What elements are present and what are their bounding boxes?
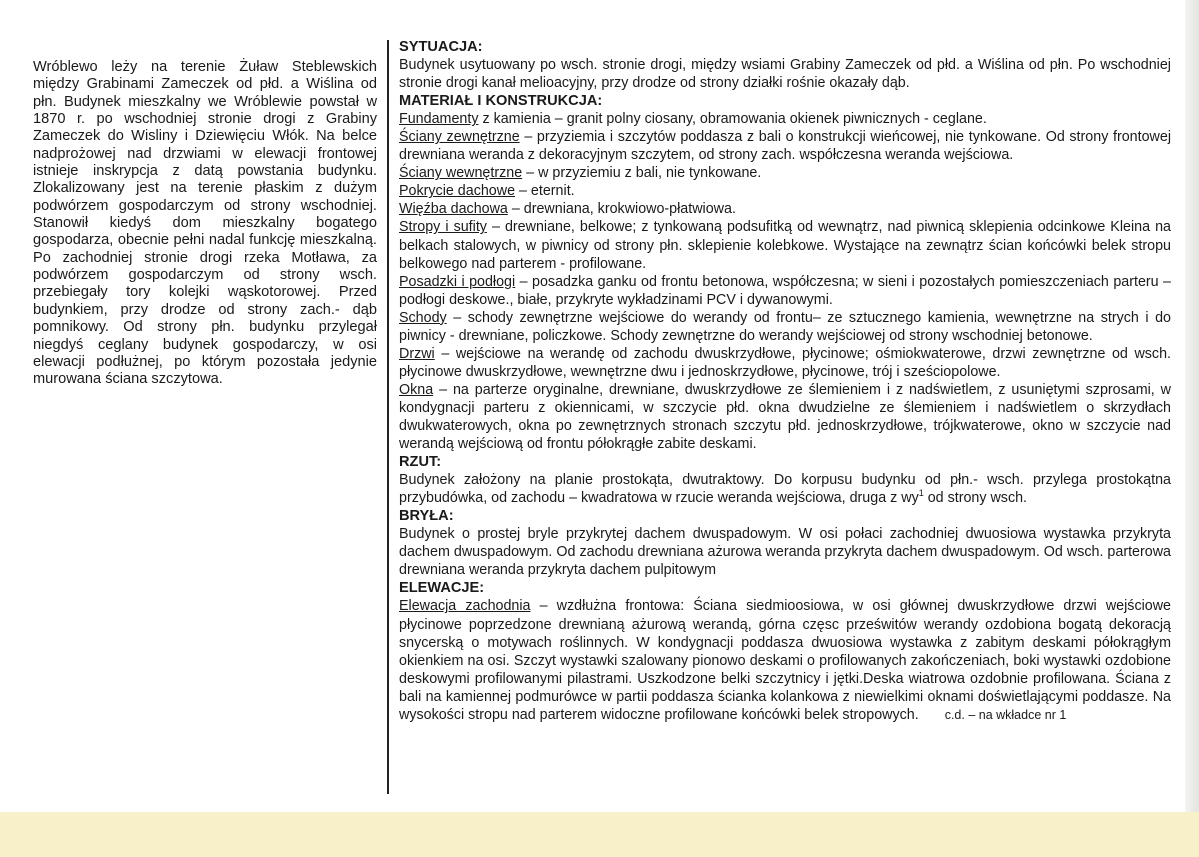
heading-rzut: RZUT: — [399, 454, 442, 471]
term-label: Więźba dachowa — [399, 201, 508, 218]
left-column-description — [33, 59, 377, 389]
term-label: Drzwi — [399, 345, 435, 362]
material-item — [399, 273, 1171, 309]
material-item — [399, 182, 1171, 200]
sytuacja-text: Budynek usytuowany po wsch. stronie drogi, między wsiami Grabiny Zameczek od płd. a Wiślina od płn. Po wschodniej stronie drogi kanał melioacyjny, przy drodze od strony działki rośnie okazały dąb. — [399, 57, 1171, 92]
term-label: Posadzki i podłogi — [399, 273, 516, 290]
term-label: Ściany zewnętrzne — [399, 129, 520, 146]
column-divider — [387, 40, 389, 794]
term-text: – drewniana, krokwiowo-płatwiowa. — [507, 201, 736, 218]
rzut-text-after: od strony wsch. — [923, 490, 1028, 507]
heading-sytuacja: SYTUACJA: — [399, 39, 483, 55]
term-text: – w przyziemiu z bali, nie tynkowane. — [522, 165, 762, 182]
term-label: Stropy i sufity — [399, 219, 487, 236]
material-item — [399, 128, 1171, 164]
term-label: Fundamenty — [399, 111, 479, 128]
continuation-note: c.d. – na wkładce nr 1 — [944, 707, 1067, 722]
term-text: – wzdłużna frontowa: Ściana siedmioosiowa, w osi głównej dwuskrzydłowe drzwi wejściowe płycinowe poprzedzone drewnianą ażurową werandą, górna częsc prześwitów werandy ozdobiona bogatą dekoracją snycerską o motywach roślinnych. W kondygnacji poddasza dwuosiowa wystawka z zabitym deskami półokrągłym okienkiem na osi. Szczyt wystawki szalowany pionowo deskami o profilowanych zakończeniach, boki wystawki ozdobione deskowymi profilowanymi pilastrami. Uszkodzone belki szczytnicy i jętki.Deska wiatrowa ozdobnie profilowana. Ściana z bali na kamiennej podmurówce w partii poddasza ściankа kolankowa z niewielkimi oknami doświetlającymi poddasze. Na wysokości stropu nad parterem widoczne profilowane końcówki belek stropowych. — [399, 598, 1171, 723]
material-item — [399, 381, 1171, 453]
material-item — [399, 200, 1171, 218]
rzut-text-before: Budynek założony na planie prostokąta, dwutraktowy. Do korpusu budynku od płn.- wsch. przylega prostokątna przybudówka, od zachodu – kwadratowa w rzucie weranda wejściowa, druga z wy — [399, 472, 1171, 507]
elewacje-text — [399, 597, 1171, 723]
bryla-text: Budynek o prostej bryle przykrytej dachem dwuspadowym. W osi połaci zachodniej dwuosiowa wystawka przykryta dachem dwuspadowym. Od zachodu drewniana ażurowa weranda przykryta dachem dwuspadowym. Od wsch. parterowa drewniana weranda przykryta dachem pulpitowym — [399, 526, 1171, 579]
term-text: z kamienia – granit polny ciosany, obramowania okienek piwnicznych - ceglane. — [478, 111, 987, 128]
right-column — [399, 38, 1171, 724]
term-text: – na parterze oryginalne, drewniane, dwuskrzydłowe ze ślemieniem i z nadświetlem, z usuniętymi szprosami, w kondygnacji parteru z okiennicami, w szczycie płd. okna dwudzielne ze ślemieniem i nadświetlem o skrzydłach dwukwaterowych, okna po zewnętrznych stronach szczytu płd. jednoskrzydłowe, trójkwaterowe, okno w szczycie nad werandą wejściową od frontu półokrągłe zabite deskami. — [399, 381, 1171, 453]
heading-material: MATERIAŁ I KONSTRUKCJA: — [399, 93, 603, 110]
page-edge — [1185, 0, 1199, 857]
material-item — [399, 110, 1171, 128]
material-item — [399, 345, 1171, 381]
term-label: Elewacja zachodnia — [399, 598, 531, 615]
rzut-text — [399, 471, 1171, 507]
material-item — [399, 309, 1171, 345]
scan-background-strip — [0, 812, 1199, 857]
term-label: Ściany wewnętrzne — [399, 165, 523, 182]
term-text: – schody zewnętrzne wejściowe do werandy od frontu– ze sztucznego kamienia, wewnętrzne na strych i do piwnicy - drewniane, policzkowe. Schody zewnętrzne do werandy wejściowej od strony wschodniej betonowe. — [399, 309, 1171, 344]
term-text: – wejściowe na werandę od zachodu dwuskrzydłowe, płycinowe; ośmiokwaterowe, drzwi zewnętrzne od wsch. płycinowe dwuskrzydłowe, wewnętrzne dwu i jednoskrzydłowe, płycinowe, trój i sześciopolowe. — [399, 345, 1171, 380]
term-text: – drewniane, belkowe; z tynkowaną podsufitką od wewnątrz, nad piwnicą sklepienia odcinkowe Kleina na belkach stalowych, w piwnicy od strony płn. sklepienie kolebkowe. Wystające na zewnątrz ścian końcówki belek stropu belkowego nad parterem - profilowane. — [399, 219, 1171, 272]
material-item — [399, 218, 1171, 272]
heading-bryla: BRYŁA: — [399, 508, 454, 525]
material-item — [399, 164, 1171, 182]
term-label: Okna — [399, 381, 434, 398]
rzut-superscript: 1 — [918, 488, 924, 499]
term-text: – posadzka ganku od frontu betonowa, współczesna; w sieni i pozostałych pomieszczeniach parteru – podłogi deskowe., białe, przykryte wykładzinami PCV i dywanowymi. — [399, 273, 1172, 308]
term-text: – eternit. — [515, 183, 575, 200]
term-label: Pokrycie dachowe — [399, 183, 516, 200]
term-text: – przyziemia i szczytów poddasza z bali o konstrukcji wieńcowej, nie tynkowane. Od strony frontowej drewniana weranda z dekoracyjnym szczytem, od strony zach. współczesna weranda wejściowa. — [399, 129, 1171, 164]
term-label: Schody — [399, 309, 447, 326]
left-column-text: Wróblewo leży na terenie Żuław Steblewskich między Grabinami Zameczek od płd. a Wiślina od płn. Budynek mieszkalny we Wróblewie powstał w 1870 r. po wschodniej stronie drogi z Grabiny Zameczek do Wisliny i Dziewięciu Włók. Na belce nadprożowej nad drzwiami w elewacji frontowej istnieje inskrypcja z datą powstania budynku. Zlokalizowany jest na terenie płaskim z dużym podwórzem gospodarczym od strony wschodniej. Stanowił kiedyś dom mieszkalny bogatego gospodarza, obecnie pełni nadal funkcję mieszkalną. Po zachodniej stronie drogi rzeka Motława, za podwórzem gospodarczym od strony wsch. przebiegały tory kolejki wąskotorowej. Przed budynkiem, przy drodze od strony zach.- dąb pomnikowy. Od strony płn. budynku przylegał niegdyś ceglany budynek gospodarczy, w osi elewacji podłużnej, po którym pozostała jedynie murowana ściana szczytowa. — [33, 59, 377, 388]
heading-elewacje: ELEWACJE: — [399, 580, 485, 597]
